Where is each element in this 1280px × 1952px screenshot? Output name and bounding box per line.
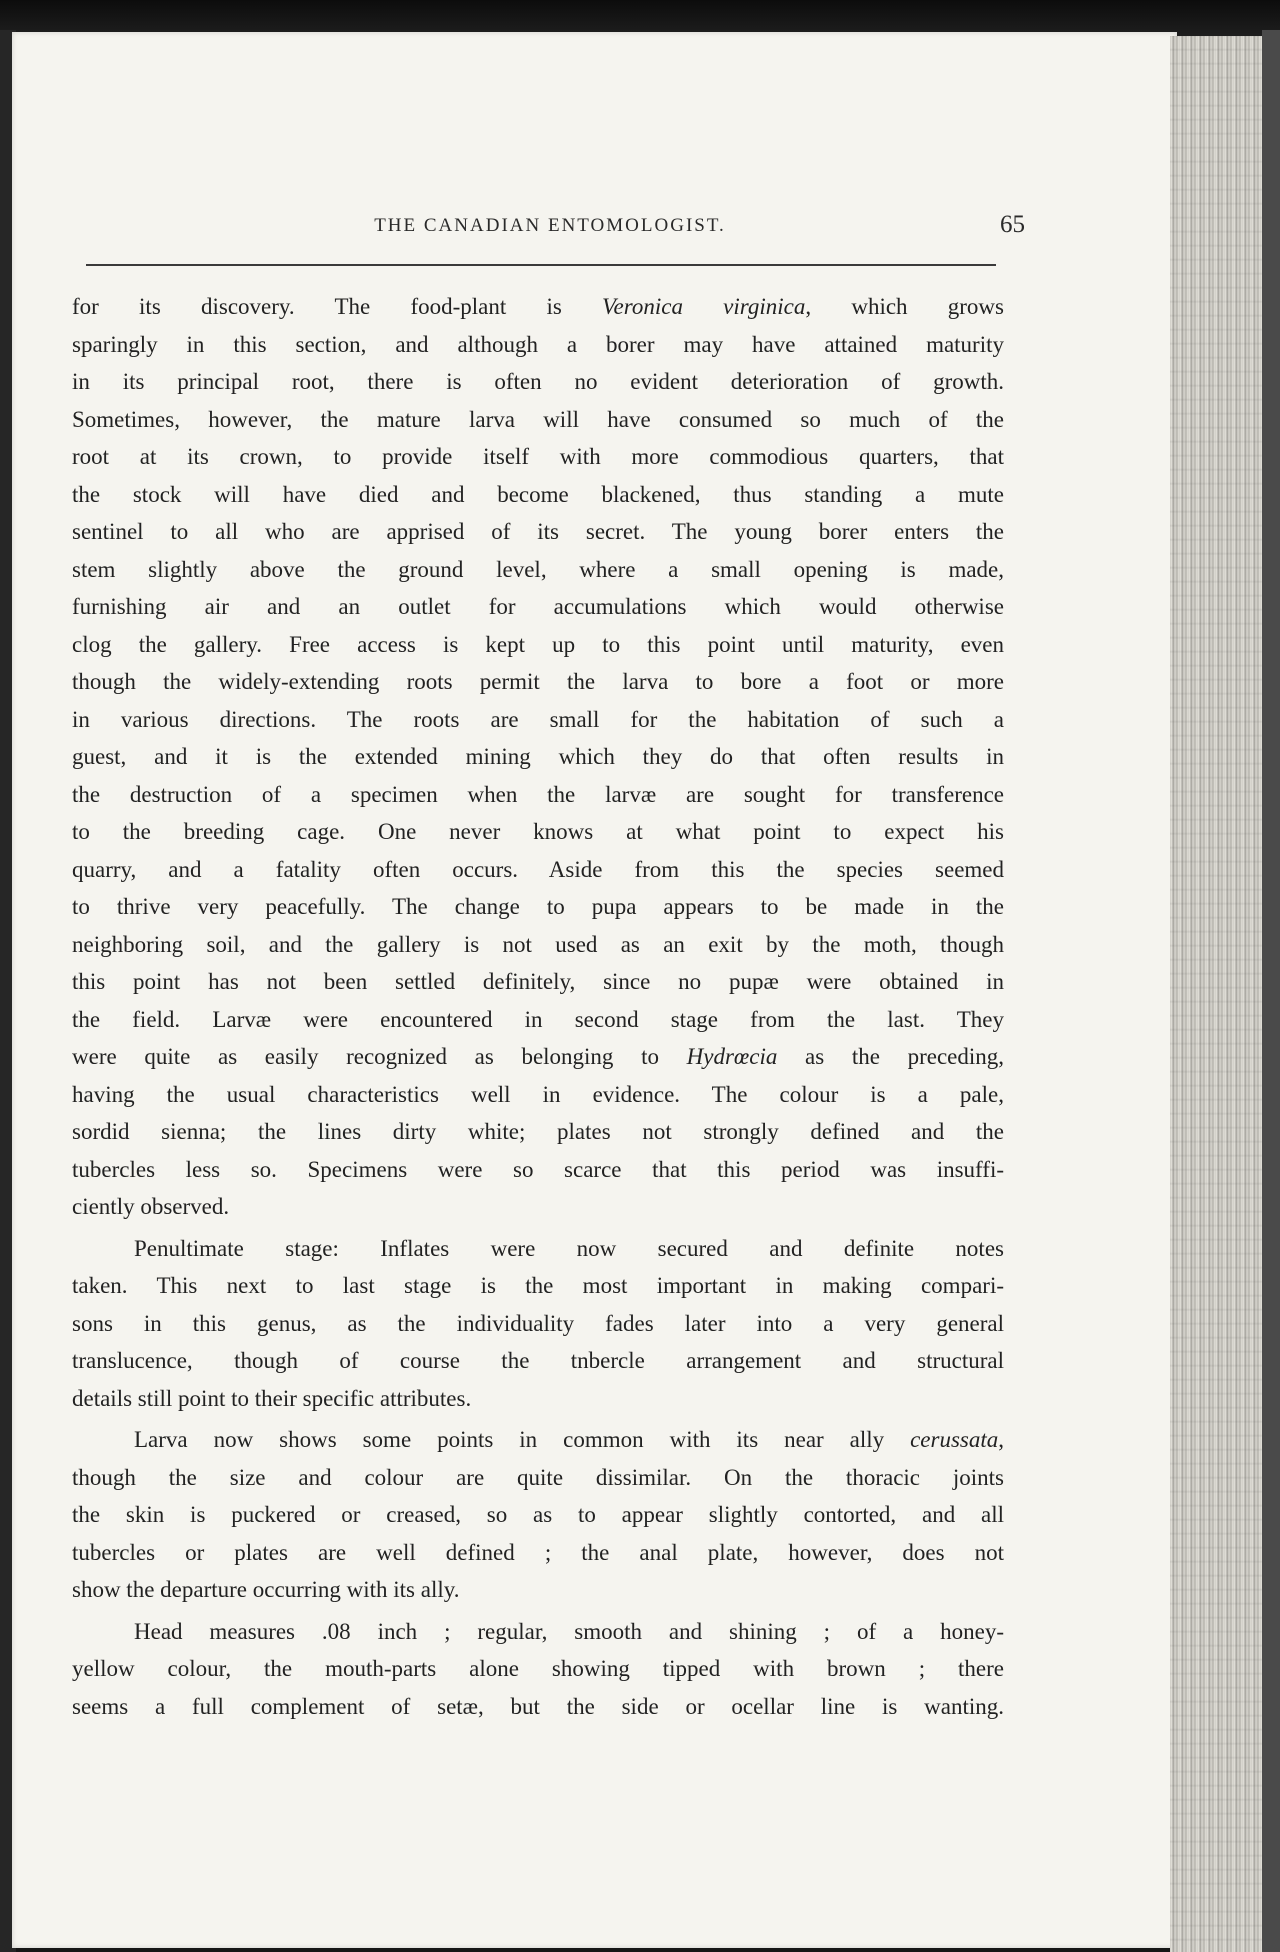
italic-term: Hydrœcia	[686, 1044, 778, 1069]
text-line	[72, 513, 1004, 551]
text-run: Sometimes, however, the mature larva will have consumed so much of the	[72, 406, 1004, 432]
text-line	[72, 326, 1004, 364]
text-run: tubercles less so. Specimens were so scarce that this period was insuffi-	[72, 1156, 1004, 1182]
text-line	[72, 1113, 1004, 1151]
text-run: furnishing air and an outlet for accumulations which would otherwise	[72, 594, 1004, 619]
text-line	[72, 476, 1004, 514]
text-run: sordid sienna; the lines dirty white; plates not strongly defined and the	[72, 1119, 1004, 1144]
page-header	[70, 211, 1030, 255]
text-run: taken. This next to last stage is the most important in making compari-	[72, 1273, 1004, 1298]
text-run: in its principal root, there is often no evident deterioration of growth.	[72, 369, 1004, 394]
scanner-top-edge	[0, 0, 1280, 36]
text-run: seems a full complement of setæ, but the side or ocellar line is wanting.	[72, 1693, 1004, 1719]
text-line	[72, 1038, 1004, 1076]
text-line	[72, 1650, 1004, 1688]
text-run: quarry, and a fatality often occurs. Aside from this the species seemed	[72, 856, 1004, 882]
text-run: the stock will have died and become blackened, thus standing a mute	[72, 481, 1004, 507]
italic-term: Veronica virginica	[602, 294, 806, 319]
text-run: Penultimate stage: Inflates were now secured and definite notes	[134, 1235, 1004, 1261]
text-run: yellow colour, the mouth-parts alone showing tipped with brown ; there	[72, 1656, 1004, 1681]
text-run: though the size and colour are quite dissimilar. On the thoracic joints	[72, 1464, 1004, 1490]
text-line	[72, 1188, 1004, 1226]
text-line	[72, 288, 1004, 326]
text-run: for its discovery. The food-plant is	[72, 294, 603, 319]
page-number: 65	[1000, 211, 1025, 238]
text-run: the skin is puckered or creased, so as to appear slightly contorted, and all	[72, 1502, 1004, 1527]
text-line	[72, 738, 1004, 776]
text-line	[72, 926, 1004, 964]
text-line	[72, 1001, 1004, 1039]
text-run: tubercles or plates are well defined ; the anal plate, however, does not	[72, 1539, 1004, 1565]
text-line	[72, 1305, 1004, 1343]
running-head: THE CANADIAN ENTOMOLOGIST.	[374, 215, 726, 236]
text-run: in various directions. The roots are small for the habitation of such a	[72, 706, 1004, 732]
italic-term: cerussata	[910, 1427, 999, 1452]
text-run: to thrive very peacefully. The change to pupa appears to be made in the	[72, 894, 1004, 919]
text-line	[72, 1496, 1004, 1534]
text-run: sons in this genus, as the individuality fades later into a very general	[72, 1310, 1004, 1336]
text-run: Larva now shows some points in common with its near ally	[134, 1427, 911, 1452]
text-run: translucence, though of course the tnbercle arrangement and structural	[72, 1348, 1004, 1373]
text-line	[72, 588, 1004, 626]
text-line	[72, 851, 1004, 889]
text-line	[72, 1421, 1004, 1459]
text-run: as the preceding,	[777, 1044, 1005, 1069]
text-run: guest, and it is the extended mining which they do that often results in	[72, 744, 1004, 769]
text-line	[72, 1571, 1004, 1609]
text-run: stem slightly above the ground level, where a small opening is made,	[72, 556, 1004, 582]
text-line	[72, 363, 1004, 401]
text-line	[72, 438, 1004, 476]
body-text	[72, 288, 1004, 1725]
text-line	[72, 551, 1004, 589]
text-line	[72, 663, 1004, 701]
text-run: ,	[998, 1427, 1004, 1452]
text-line	[72, 401, 1004, 439]
text-line	[72, 963, 1004, 1001]
text-run: details still point to their specific attributes.	[72, 1385, 472, 1411]
text-run: root at its crown, to provide itself with more commodious quarters, that	[72, 444, 1004, 469]
text-run: clog the gallery. Free access is kept up to this point until maturity, even	[72, 631, 1004, 657]
text-run: sentinel to all who are apprised of its secret. The young borer enters the	[72, 519, 1004, 544]
text-run: this point has not been settled definitely, since no pupæ were obtained in	[72, 969, 1004, 994]
text-line	[72, 626, 1004, 664]
text-run: though the widely-extending roots permit the larva to bore a foot or more	[72, 669, 1004, 694]
text-run: the field. Larvæ were encountered in second stage from the last. They	[72, 1006, 1004, 1032]
text-line	[72, 1688, 1004, 1726]
text-line	[72, 1613, 1004, 1651]
text-run: sparingly in this section, and although a borer may have attained maturity	[72, 331, 1004, 357]
text-run: to the breeding cage. One never knows at what point to expect his	[72, 819, 1004, 844]
text-line	[72, 1151, 1004, 1189]
text-line	[72, 1076, 1004, 1114]
text-line	[72, 1380, 1004, 1418]
text-line	[72, 1459, 1004, 1497]
text-run: Head measures .08 inch ; regular, smooth and shining ; of a honey-	[134, 1618, 1004, 1644]
text-run: having the usual characteristics well in evidence. The colour is a pale,	[72, 1081, 1004, 1107]
text-line	[72, 701, 1004, 739]
text-run: neighboring soil, and the gallery is not used as an exit by the moth, though	[72, 931, 1004, 957]
text-run: were quite as easily recognized as belonging to	[72, 1044, 687, 1069]
text-line	[72, 888, 1004, 926]
text-line	[72, 1267, 1004, 1305]
header-rule	[86, 264, 996, 266]
text-run: ciently observed.	[72, 1194, 230, 1219]
text-line	[72, 1230, 1004, 1268]
text-run: show the departure occurring with its ally.	[72, 1577, 460, 1602]
text-line	[72, 1342, 1004, 1380]
book-spine-shadow	[1262, 30, 1280, 1952]
text-line	[72, 776, 1004, 814]
text-run: , which grows	[805, 294, 1004, 319]
text-run: the destruction of a specimen when the larvæ are sought for transference	[72, 781, 1004, 807]
text-line	[72, 1534, 1004, 1572]
text-line	[72, 813, 1004, 851]
